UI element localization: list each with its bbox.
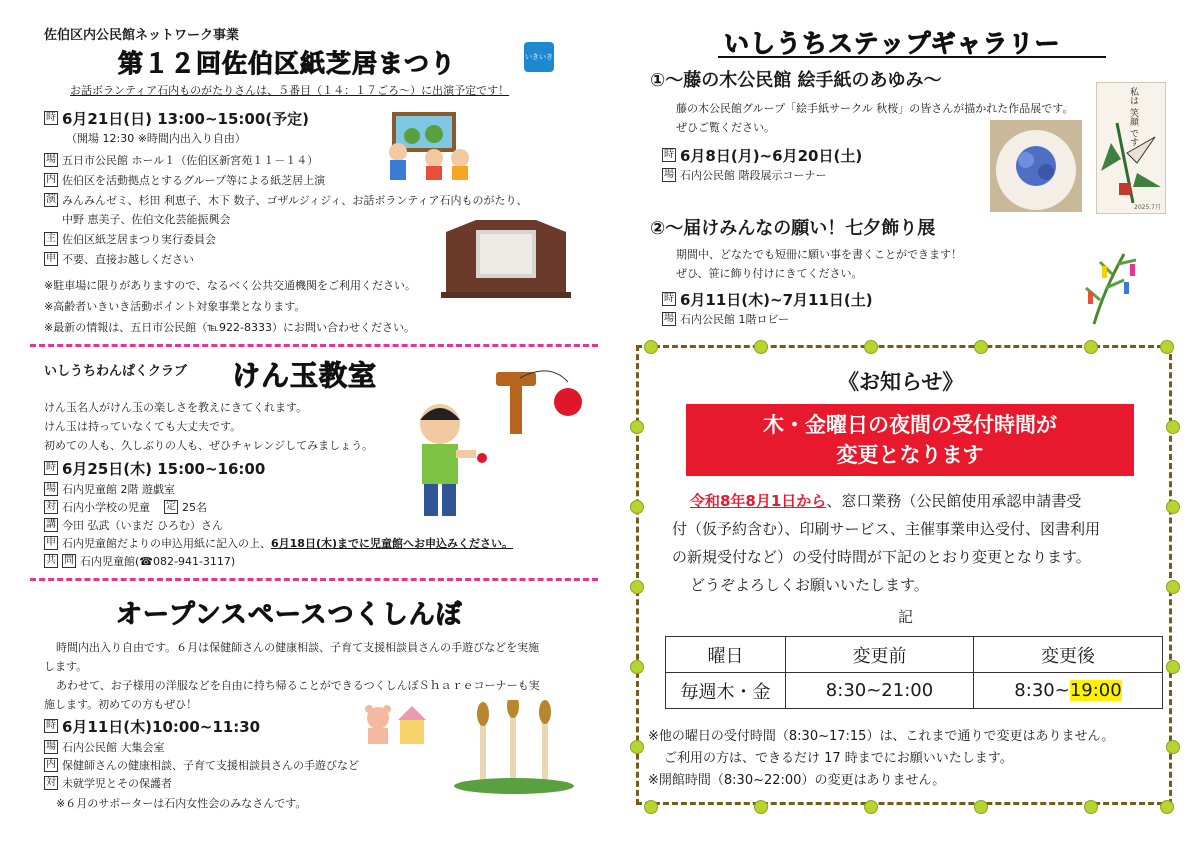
lily-letter-artwork: 私は 笑顔 です 2025.7月 [1096, 82, 1166, 214]
sec2-body-3: 初めての人も、久しぶりの人も、ぜひチャレンジしてみましょう。 [44, 439, 374, 452]
sec1-time: 6月21日(日) 13:00~15:00(予定) [62, 109, 310, 128]
hours-table-row: 毎週木・金 8:30~21:00 8:30~19:00 [666, 673, 1163, 709]
divider-1 [30, 344, 598, 347]
g1-time-row: 時 6月8日(月)~6月20日(土) [664, 146, 863, 165]
frame-dot [1166, 500, 1180, 514]
sec1-row-apply: 申 不要、直接お越しください [46, 253, 194, 266]
kamishibai-children-illustration [382, 108, 478, 180]
sec1-row-organizer: 主 佐伯区紙芝居まつり実行委員会 [46, 233, 216, 246]
frame-dot [864, 340, 878, 354]
frame-dot [644, 340, 658, 354]
kamishibai-stage-photo [436, 212, 576, 302]
sec1-row-performers: 演 みんみんゼミ、杉田 利恵子、木下 数子、ゴザルジィジィ、お話ボランティア石内ものがたり、 [46, 194, 528, 207]
hours-table-header: 曜日 変更前 変更後 [666, 637, 1163, 673]
g2-time-row: 時 6月11日(木)~7月11日(土) [664, 290, 873, 309]
sec2-contact-row: 共 問 石内児童館(☎082-941-3117) [46, 555, 236, 568]
frame-dot [630, 420, 644, 434]
frame-dot [630, 740, 644, 754]
g2-body-1: 期間中、どなたでも短冊に願い事を書くことができます！ [676, 248, 962, 261]
frame-dot [1160, 800, 1174, 814]
gallery-title-underline [718, 56, 1106, 58]
frame-dot [1166, 580, 1180, 594]
sec2-body-2: けん玉は持っていなくても大丈夫です。 [44, 420, 242, 433]
frame-dot [1084, 800, 1098, 814]
hydrangea-fan-artwork [990, 120, 1082, 212]
sec1-intro: お話ボランティア石内ものがたりさんは、５番目（１４：１７ごろ～）に出演予定です！ [70, 84, 510, 97]
sec1-time-row [44, 108, 309, 128]
sec2-time-row: 時 6月25日(木) 15:00~16:00 [46, 459, 266, 478]
ikiiki-logo: いきいき [524, 42, 554, 72]
frame-dot [1166, 740, 1180, 754]
sec1-row-performers-cont: 中野 恵美子、佐伯文化芸能振興会 [62, 213, 231, 226]
sec1-note-3: ※最新の情報は、五日市公民館（℡922-8333）にお問い合わせください。 [44, 321, 415, 334]
frame-dot [1160, 340, 1174, 354]
sec3-time-row: 時 6月11日(木)10:00~11:30 [46, 717, 261, 736]
frame-dot [1166, 420, 1180, 434]
frame-dot [630, 580, 644, 594]
sec3-note: ※６月のサポーターは石内女性会のみなさんです。 [56, 797, 307, 810]
sec2-lecturer-row: 講 今田 弘武（いまだ ひろむ）さん [46, 519, 223, 532]
frame-dot [1166, 660, 1180, 674]
frame-dot [644, 800, 658, 814]
notice-banner [686, 404, 1134, 476]
sec3-body-2: あわせて、お子様用の洋服などを自由に持ち帰ることができるつくしんぼＳｈａｒｅコーナーも実 [56, 679, 540, 692]
sec3-place-row: 場 石内公民館 大集会室 [46, 741, 165, 754]
sec1-note-1: ※駐車場に限りがありますので、なるべく公共交通機関をご利用ください。 [44, 279, 416, 292]
toy-bear-house-illustration [362, 702, 432, 746]
sec3-time: 6月11日(木)10:00~11:30 [62, 717, 261, 736]
notice-para-2: 付（仮予約含む）、印刷サービス、主催事業申込受付、図書利用 [672, 520, 1100, 538]
g1-body-1: 藤の木公民館グループ「絵手紙サークル 秋桜」の皆さんが描かれた作品展です。 [676, 102, 1074, 115]
gallery-title: いしうちステップギャラリー [724, 29, 1061, 58]
frame-dot [754, 340, 768, 354]
sec1-row-content: 内 佐伯区を活動拠点とするグループ等による紙芝居上演 [46, 174, 326, 187]
g1-body-2: ぜひご覧ください。 [676, 121, 775, 134]
notice-foot-1: ※他の曜日の受付時間（8:30~17:15）は、これまで通りで変更はありません。 [648, 729, 1115, 744]
tanabata-bamboo-illustration [1080, 250, 1142, 326]
notice-banner-line-2: 変更となります [836, 443, 984, 467]
notice-banner-line-1: 木・金曜日の夜間の受付時間が [763, 413, 1057, 437]
hours-table [665, 636, 1163, 709]
sec1-time-sub: （開場 12:30 ※時間内出入り自由） [66, 132, 246, 145]
time-tag: 時 [46, 112, 56, 123]
sec3-target-row: 対 未就学児とその保護者 [46, 777, 172, 790]
sec2-target-row: 対 石内小学校の児童 定 25名 [46, 501, 207, 514]
g2-body-2: ぜひ、笹に飾り付けにきてください。 [676, 267, 863, 280]
divider-2 [30, 578, 598, 581]
sec3-title: オープンスペースつくしんぼ [116, 600, 463, 630]
notice-ki: 記 [898, 608, 914, 626]
frame-dot [630, 500, 644, 514]
kendama-illustration [490, 362, 590, 442]
sec2-title: けん玉教室 [232, 359, 378, 392]
sec2-time: 6月25日(木) 15:00~16:00 [62, 459, 266, 478]
new-closing-time-highlight: 19:00 [1069, 680, 1122, 701]
notice-heading: 《お知らせ》 [838, 370, 964, 394]
notice-foot-2: ご利用の方は、できるだけ 17 時までにお願いいたします。 [664, 751, 1013, 766]
sec2-kicker: いしうちわんぱくクラブ [44, 364, 188, 379]
sec1-row-place: 場 五日市公民館 ホール１（佐伯区新宮苑１１－１４） [46, 154, 319, 167]
horsetail-illustration [450, 700, 580, 796]
frame-dot [864, 800, 878, 814]
g2-title: ②～届けみんなの願い！七夕飾り展 [650, 218, 936, 239]
sec1-title: 第１２回佐伯区紙芝居まつり [118, 49, 457, 78]
sec3-body-1: 時間内出入り自由です。６月は保健師さんの健康相談、子育て支援相談員さんの手遊びなどを実施 [56, 641, 540, 654]
sec2-apply-row: 申 石内児童館だよりの申込用紙に記入の上、 6月18日(木)までに児童館へお申込みください。 [46, 537, 514, 550]
notice-para-3: の新規受付など）の受付時間が下記のとおり変更となります。 [672, 548, 1091, 566]
notice-para-4: どうぞよろしくお願いいたします。 [690, 576, 929, 594]
frame-dot [974, 800, 988, 814]
frame-dot [974, 340, 988, 354]
g2-place-row: 場 石内公民館 1階ロビー [664, 313, 790, 326]
notice-foot-3: ※開館時間（8:30~22:00）の変更はありません。 [648, 773, 946, 788]
notice-para-1: 令和8年8月1日から、窓口業務（公民館使用承認申請書受 [690, 492, 1082, 510]
sec1-note-2: ※高齢者いきいき活動ポイント対象事業となります。 [44, 300, 306, 313]
sec2-body-1: けん玉名人がけん玉の楽しさを教えにきてくれます。 [44, 401, 308, 414]
g1-title: ①～藤の木公民館 絵手紙のあゆみ～ [650, 70, 942, 91]
sec3-body-1b: します。 [44, 660, 88, 673]
sec3-body-2b: 施します。初めての方もぜひ！ [44, 698, 198, 711]
g1-place-row: 場 石内公民館 階段展示コーナー [664, 169, 827, 182]
sec3-content-row: 内 保健師さんの健康相談、子育て支援相談員さんの手遊びなど [46, 759, 359, 772]
boy-playing-kendama-illustration [404, 400, 494, 520]
frame-dot [754, 800, 768, 814]
sec2-place-row: 場 石内児童館 2階 遊戯室 [46, 483, 175, 496]
frame-dot [1084, 340, 1098, 354]
frame-dot [630, 660, 644, 674]
sec1-kicker: 佐伯区内公民館ネットワーク事業 [44, 28, 240, 43]
